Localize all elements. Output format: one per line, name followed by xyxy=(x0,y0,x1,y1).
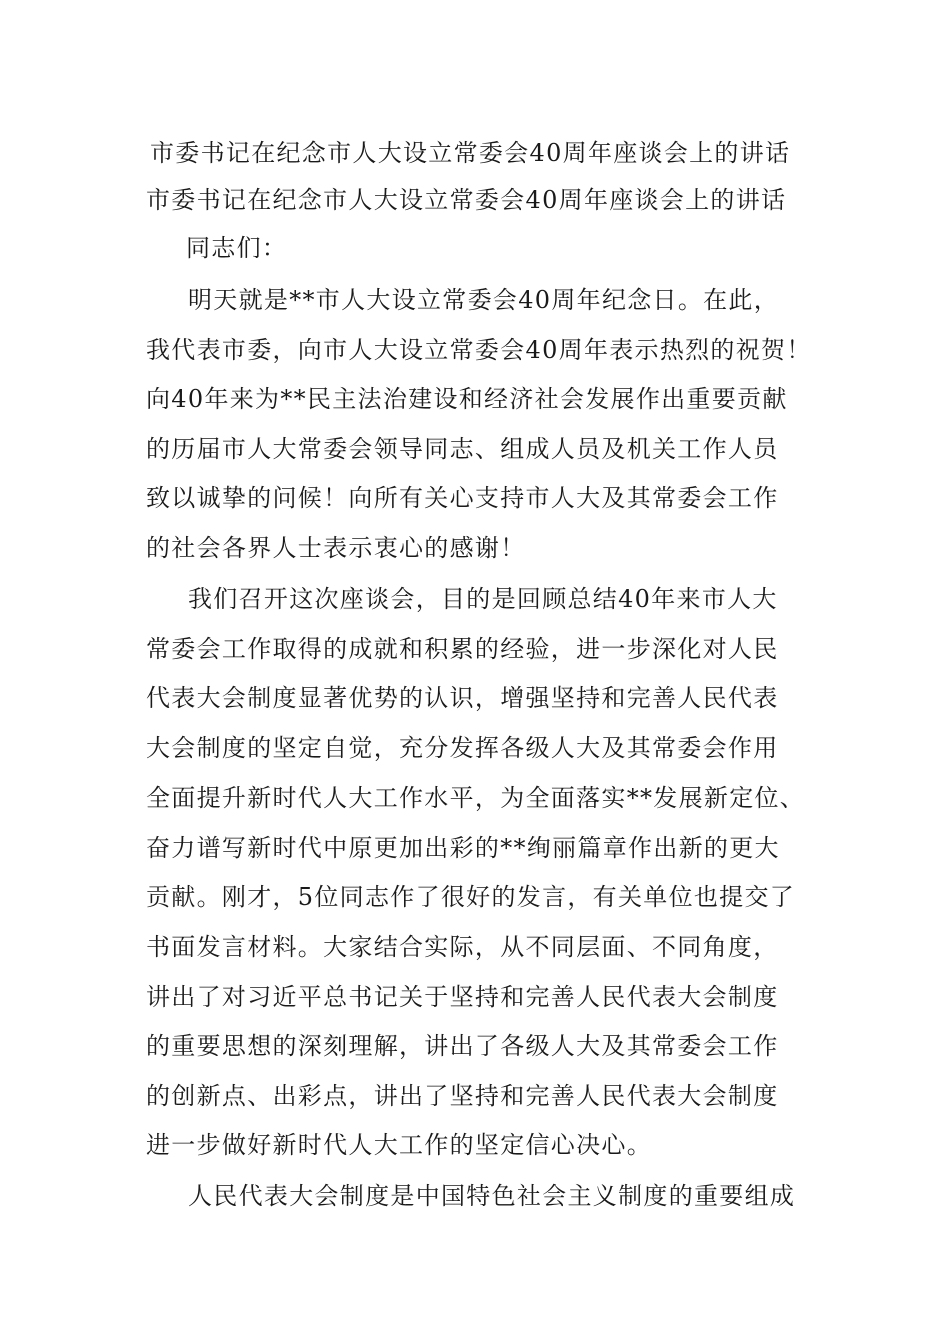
paragraph-line: 全面提升新时代人大工作水平，为全面落实**发展新定位、 xyxy=(146,784,806,812)
paragraph-line: 致以诚挚的问候！向所有关心支持市人大及其常委会工作 xyxy=(146,484,779,512)
salutation: 同志们： xyxy=(186,234,288,262)
paragraph-line: 贡献。刚才，5位同志作了很好的发言，有关单位也提交了 xyxy=(146,883,796,911)
paragraph-line: 大会制度的坚定自觉，充分发挥各级人大及其常委会作用 xyxy=(146,734,779,762)
paragraph-line: 的创新点、出彩点，讲出了坚持和完善人民代表大会制度 xyxy=(146,1082,779,1110)
paragraph-line: 进一步做好新时代人大工作的坚定信心决心。 xyxy=(146,1131,652,1159)
paragraph-line: 我代表市委，向市人大设立常委会40周年表示热烈的祝贺！ xyxy=(146,336,812,364)
paragraph-line: 书面发言材料。大家结合实际，从不同层面、不同角度， xyxy=(146,933,779,961)
paragraph-line: 向40年来为**民主法治建设和经济社会发展作出重要贡献 xyxy=(146,385,788,413)
paragraph-line: 明天就是**市人大设立常委会40周年纪念日。在此， xyxy=(188,286,780,314)
paragraph-line: 我们召开这次座谈会，目的是回顾总结40年来市人大 xyxy=(188,585,778,613)
paragraph-line: 代表大会制度显著优势的认识，增强坚持和完善人民代表 xyxy=(146,684,779,712)
paragraph-line: 常委会工作取得的成就和积累的经验，进一步深化对人民 xyxy=(146,635,779,663)
paragraph-line: 讲出了对习近平总书记关于坚持和完善人民代表大会制度 xyxy=(146,983,779,1011)
paragraph-line: 的重要思想的深刻理解，讲出了各级人大及其常委会工作 xyxy=(146,1032,779,1060)
paragraph-line: 的历届市人大常委会领导同志、组成人员及机关工作人员 xyxy=(146,435,779,463)
paragraph-line: 人民代表大会制度是中国特色社会主义制度的重要组成 xyxy=(188,1182,796,1210)
document-title: 市委书记在纪念市人大设立常委会40周年座谈会上的讲话 xyxy=(150,139,791,167)
document-title-repeat: 市委书记在纪念市人大设立常委会40周年座谈会上的讲话 xyxy=(146,186,787,214)
paragraph-line: 的社会各界人士表示衷心的感谢！ xyxy=(146,534,526,562)
paragraph-line: 奋力谱写新时代中原更加出彩的**绚丽篇章作出新的更大 xyxy=(146,834,780,862)
